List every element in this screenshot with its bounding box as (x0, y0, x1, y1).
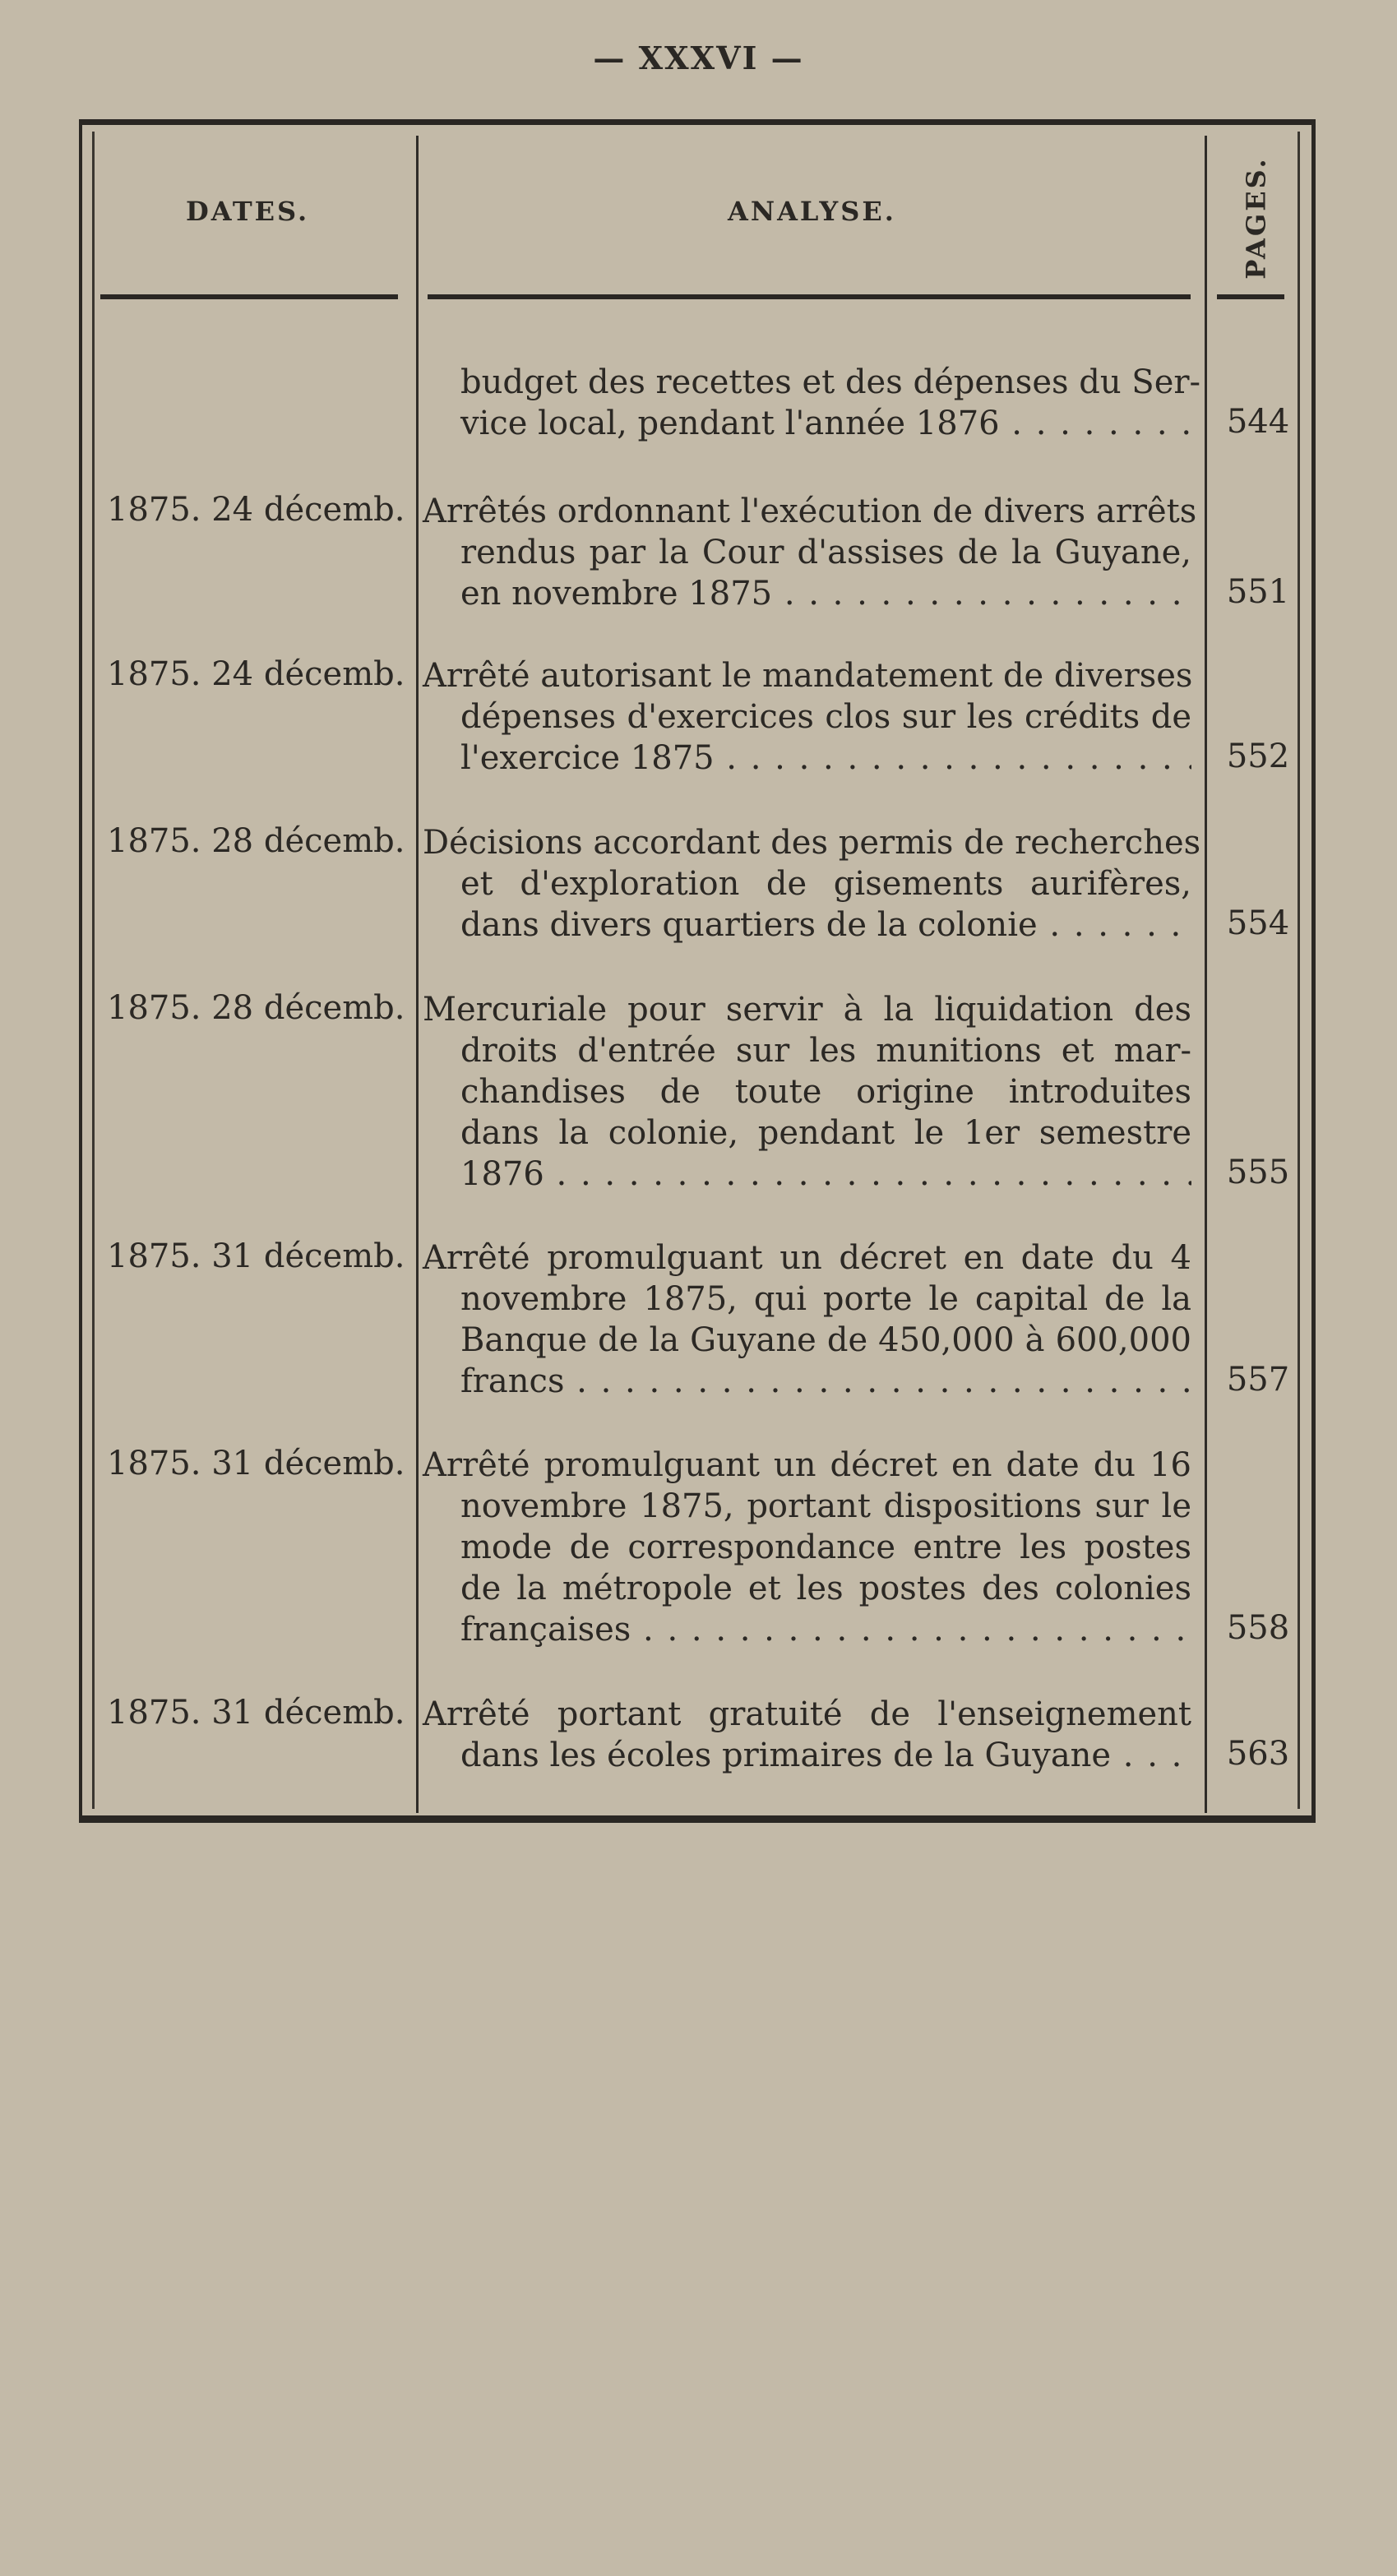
analysis-line: droits d'entrée sur les munitions et mar- (460, 1032, 1191, 1070)
column-separator-dates (416, 136, 419, 1813)
analysis-line: en novembre 1875 . . . (423, 573, 1191, 614)
column-header-pages (1224, 144, 1289, 292)
entry-date: 1875. 31 décemb. (107, 1445, 405, 1482)
table-inner-left-rule (92, 132, 95, 1809)
analysis-line: Mercuriale pour servir à la liquidation des (423, 991, 1191, 1029)
analysis-line: chandises de toute origine introduites (460, 1073, 1191, 1111)
analysis-line: dépenses d'exercices clos sur les crédits de (460, 698, 1191, 736)
analysis-line: dans divers quartiers de la colonie . . . (423, 904, 1191, 946)
entry-analysis (423, 989, 1191, 1195)
analysis-line: Décisions accordant des permis de recherches (423, 824, 1201, 862)
analysis-line: budget des recettes et des dépenses du Ser- (460, 363, 1201, 401)
entry-page: 552 (1226, 738, 1290, 775)
entry-date: 1875. 24 décemb. (107, 655, 405, 693)
column-header-dates: DATES. (186, 196, 310, 227)
analysis-line: vice local, pendant l'année 1876 . . . (423, 403, 1191, 444)
analysis-line: novembre 1875, qui porte le capital de la (460, 1280, 1191, 1318)
analysis-line: 1876 . . . (423, 1154, 1191, 1195)
analysis-line: novembre 1875, portant dispositions sur le (460, 1487, 1191, 1525)
analysis-line: rendus par la Cour d'assises de la Guyane, (460, 534, 1191, 571)
entry-date: 1875. 24 décemb. (107, 491, 405, 529)
analysis-line: Arrêtés ordonnant l'exécution de divers arrêts (423, 493, 1197, 530)
analysis-line: l'exercice 1875 . . . (423, 738, 1191, 779)
entry-analysis (423, 1445, 1191, 1650)
entry-date: 1875. 31 décemb. (107, 1694, 405, 1732)
analysis-line: et d'exploration de gisements aurifères, (460, 865, 1191, 903)
analysis-line: Banque de la Guyane de 450,000 à 600,000 (460, 1321, 1191, 1359)
entry-page: 554 (1226, 904, 1290, 942)
entry-analysis (423, 1237, 1191, 1402)
header-rule-analyse (428, 294, 1191, 299)
entry-analysis (423, 491, 1197, 614)
page-header: — XXXVI — (593, 39, 804, 76)
table-inner-right-rule (1298, 132, 1300, 1809)
entry-analysis (423, 822, 1201, 946)
analysis-line: françaises . . . (423, 1609, 1191, 1650)
entry-analysis (423, 655, 1191, 779)
entry-date: 1875. 28 décemb. (107, 822, 405, 860)
analysis-line: dans la colonie, pendant le 1er semestre (460, 1114, 1191, 1152)
analysis-line: Arrêté promulguant un décret en date du 4 (423, 1239, 1191, 1277)
analysis-line: Arrêté promulguant un décret en date du 16 (423, 1446, 1191, 1484)
entry-page: 558 (1226, 1609, 1290, 1647)
analysis-line: de la métropole et les postes des colonies (460, 1570, 1191, 1607)
column-header-analyse: ANALYSE. (728, 196, 896, 227)
entry-page: 544 (1226, 403, 1290, 441)
header-rule-pages (1217, 294, 1284, 299)
analysis-line: francs . . . (423, 1361, 1191, 1402)
analysis-line: Arrêté portant gratuité de l'enseignement (423, 1695, 1191, 1733)
entry-page: 557 (1226, 1361, 1290, 1399)
entry-analysis (423, 362, 1201, 444)
analysis-line: Arrêté autorisant le mandatement de diverses (423, 657, 1193, 695)
entry-date: 1875. 31 décemb. (107, 1237, 405, 1275)
entry-page: 555 (1226, 1154, 1290, 1191)
column-header-pages-label: PAGES. (1241, 156, 1273, 280)
header-rule-dates (100, 294, 398, 299)
analysis-line: dans les écoles primaires de la Guyane . . . (423, 1735, 1191, 1776)
entry-analysis (423, 1694, 1191, 1776)
entry-date: 1875. 28 décemb. (107, 989, 405, 1027)
entry-page: 563 (1226, 1735, 1290, 1773)
column-separator-pages (1205, 136, 1207, 1813)
analysis-line: mode de correspondance entre les postes (460, 1528, 1191, 1566)
entry-page: 551 (1226, 573, 1290, 611)
